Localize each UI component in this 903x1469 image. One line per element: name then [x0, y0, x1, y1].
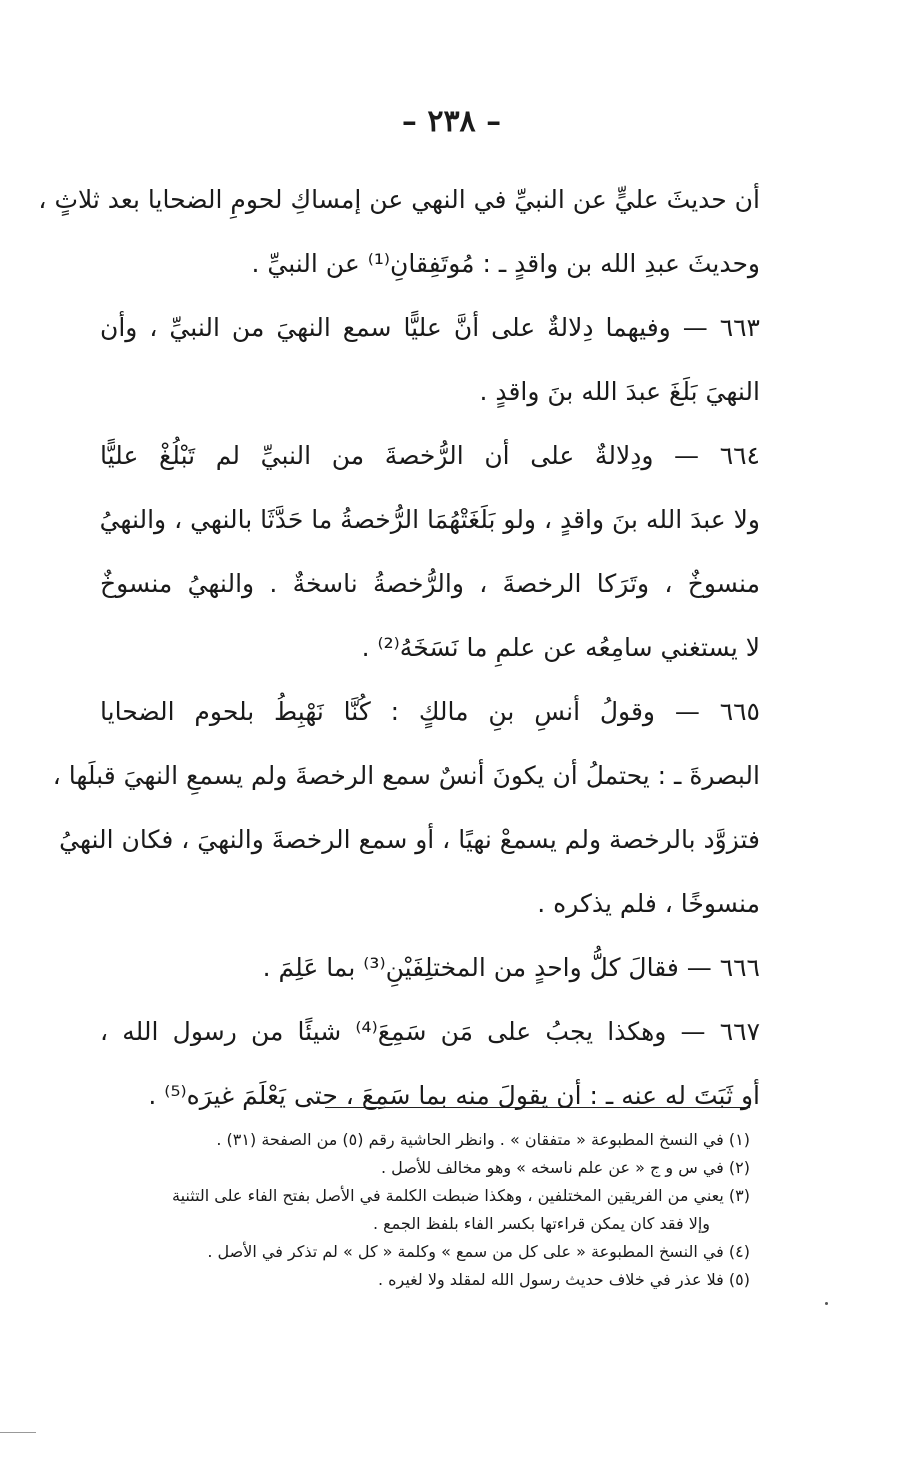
footnote-2: (٢) في س و ج « عن علم ناسخه » وهو مخالف للأصل . [380, 1158, 750, 1177]
main-text [38, 168, 761, 1128]
paragraph-665-line-2: البصرةَ ـ : يحتملُ أن يكونَ أنسٌ سمع الرخصةَ ولم يسمعِ النهيَ قبلَها ، [52, 761, 760, 790]
page-number: – ٢٣٨ – [401, 104, 502, 139]
margin-rule [0, 1432, 36, 1433]
paragraph-664-line-2: ولا عبدَ الله بنَ واقدٍ ، ولو بَلَغَتْهُمَا الرُّخصةُ ما حَدَّثَا بالنهي ، والنهيُ [99, 505, 760, 534]
paragraph-664-line-4: لا يستغني سامِعُه عن علمِ ما نَسَخَهُ⁽²⁾ . [361, 633, 760, 662]
footnote-1: (١) في النسخ المطبوعة « متفقان » . وانظر الحاشية رقم (٥) من الصفحة (٣١) . [216, 1130, 750, 1149]
paragraph-667-line-2: أو ثَبَتَ له عنه ـ : أن يقولَ منه بما سَمِعَ ، حتى يَعْلَمَ غيرَه⁽⁵⁾ . [148, 1081, 760, 1110]
footnote-5: (٥) فلا عذر في خلاف حديث رسول الله لمقلد ولا لغيره . [377, 1270, 750, 1289]
paragraph-665-line-1: ٦٦٥ — وقولُ أنسِ بنِ مالكٍ : كُنَّا نَهْبِطُ بلحوم الضحايا [100, 697, 760, 726]
footnote-3: (٣) يعني من الفريقين المختلفين ، وهكذا ضبطت الكلمة في الأصل بفتح الفاء على التثنية [172, 1186, 750, 1205]
footnote-3-continuation: وإلا فقد كان يمكن قراءتها بكسر الفاء بلفظ الجمع . [372, 1214, 710, 1233]
paragraph-666-line-1: ٦٦٦ — فقالَ كلُّ واحدٍ من المختلِفَيْنِ⁽³⁾ بما عَلِمَ . [262, 953, 760, 982]
paragraph-664-line-3: منسوخٌ ، وتَرَكا الرخصةَ ، والرُّخصةُ ناسخةٌ . والنهيُ منسوخٌ [100, 569, 760, 598]
text-line-2: وحديثَ عبدِ الله بن واقدٍ ـ : مُوتَفِقانِ⁽¹⁾ عن النبيِّ . [251, 249, 760, 278]
paragraph-664-line-1: ٦٦٤ — ودِلالةٌ على أن الرُّخصةَ من النبيِّ لم تَبْلُغْ عليًّا [100, 441, 760, 470]
paragraph-667-line-1: ٦٦٧ — وهكذا يجبُ على مَن سَمِعَ⁽⁴⁾ شيئًا من رسول الله ، [100, 1017, 761, 1046]
footnotes [90, 1126, 750, 1294]
paragraph-663-line-1: ٦٦٣ — وفيهما دِلالةٌ على أنَّ عليًّا سمع النهيَ من النبيِّ ، وأن [100, 313, 760, 342]
text-line-1: أن حديثَ عليٍّ عن النبيِّ في النهي عن إمساكِ لحومِ الضحايا بعد ثلاثٍ ، [38, 185, 760, 214]
scan-speck [825, 1302, 828, 1305]
paragraph-665-line-4: منسوخًا ، فلم يذكره . [537, 889, 760, 918]
footnote-separator [325, 1107, 750, 1108]
footnote-4: (٤) في النسخ المطبوعة « على كل من سمع » وكلمة « كل » لم تذكر في الأصل . [207, 1242, 750, 1261]
paragraph-663-line-2: النهيَ بَلَغَ عبدَ الله بنَ واقدٍ . [479, 377, 760, 406]
paragraph-665-line-3: فتزوَّد بالرخصة ولم يسمعْ نهيًا ، أو سمع الرخصةَ والنهيَ ، فكان النهيُ [59, 825, 760, 854]
